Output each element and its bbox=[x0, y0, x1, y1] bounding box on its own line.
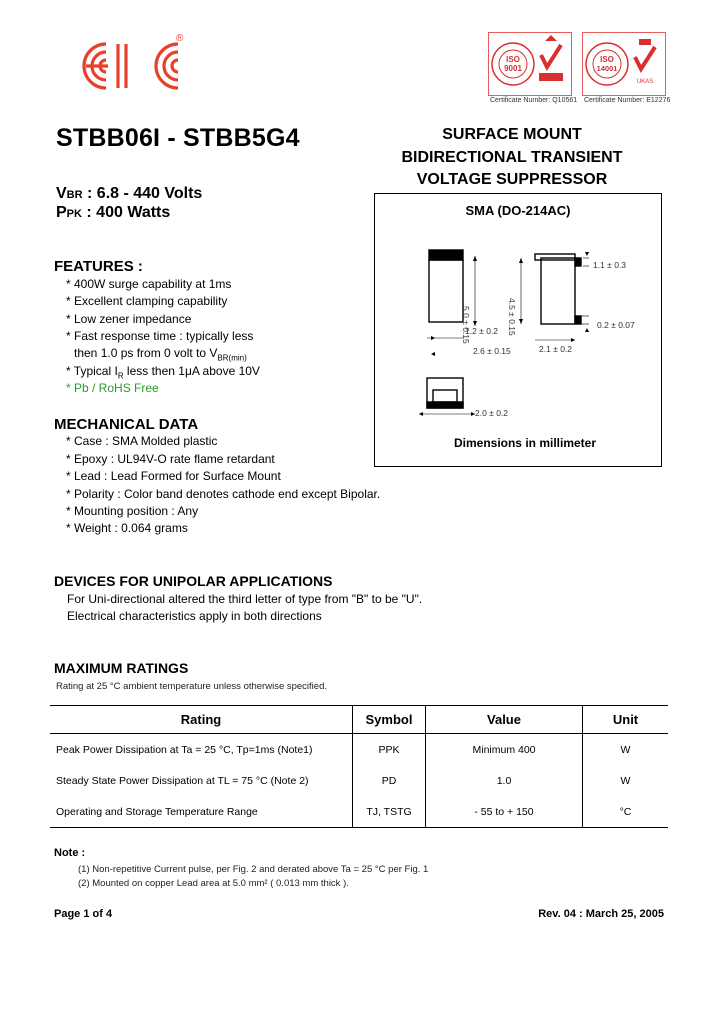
subtitle-line: BIDIRECTIONAL TRANSIENT bbox=[401, 148, 623, 166]
unipolar-heading: DEVICES FOR UNIPOLAR APPLICATIONS bbox=[54, 573, 333, 589]
package-dimension-box bbox=[374, 193, 662, 467]
dim-label: 0.2 ± 0.07 bbox=[597, 320, 635, 330]
unipolar-line: For Uni-directional altered the third letter of type from "B" to be "U". bbox=[67, 592, 423, 606]
rohs-item: * Pb / RoHS Free bbox=[66, 381, 159, 395]
package-title: SMA (DO-214AC) bbox=[465, 203, 571, 218]
ppk-value: : 400 Watts bbox=[86, 204, 171, 221]
feature-item: * Excellent clamping capability bbox=[66, 294, 228, 308]
symbol-cell: TJ, TSTG bbox=[353, 796, 426, 828]
unipolar-line: Electrical characteristics apply in both directions bbox=[67, 609, 322, 623]
unit-cell: W bbox=[620, 743, 631, 756]
value-cell: - 55 to + 150 bbox=[426, 796, 583, 828]
dim-label: 5.0 ± 0.15 bbox=[461, 306, 471, 344]
svg-text:UKAS: UKAS bbox=[636, 79, 654, 85]
feature-item: * Fast response time : typically less bbox=[66, 329, 254, 343]
feature-text: * Typical I bbox=[66, 364, 118, 378]
note-item: (2) Mounted on copper Lead area at 5.0 mm² ( 0.013 mm thick ). bbox=[78, 878, 349, 889]
dim-label: 1.1 ± 0.3 bbox=[593, 260, 627, 270]
feature-item: * Low zener impedance bbox=[66, 312, 192, 326]
mechanical-item: * Mounting position : Any bbox=[66, 504, 199, 518]
package-drawing bbox=[375, 194, 661, 466]
mechanical-item: * Polarity : Color band denotes cathode end except Bipolar. bbox=[66, 487, 381, 501]
unit-cell: W bbox=[620, 774, 631, 787]
eic-logo bbox=[66, 38, 184, 94]
table-header-row bbox=[50, 706, 668, 734]
value-cell: Minimum 400 bbox=[426, 734, 583, 766]
device-description bbox=[372, 124, 652, 192]
feature-text: then 1.0 ps from 0 volt to V bbox=[74, 346, 218, 360]
mechanical-item: * Case : SMA Molded plastic bbox=[66, 434, 218, 448]
mechanical-heading: MECHANICAL DATA bbox=[54, 416, 199, 433]
svg-text:14001: 14001 bbox=[596, 64, 618, 73]
mechanical-item: * Epoxy : UL94V-O rate flame retardant bbox=[66, 452, 275, 466]
registered-mark: ® bbox=[176, 33, 184, 44]
note-item: (1) Non-repetitive Current pulse, per Fig. 2 and derated above Ta = 25 °C per Fig. 1 bbox=[78, 864, 429, 875]
value-cell: 1.0 bbox=[426, 765, 583, 796]
ppk-subscript: PK bbox=[66, 208, 82, 220]
subscript: BR(min) bbox=[217, 353, 247, 363]
ppk-symbol: P bbox=[56, 204, 67, 221]
table-row bbox=[50, 796, 668, 828]
feature-text-rest: less then 1μA above 10V bbox=[123, 364, 260, 378]
dimension-caption: Dimensions in millimeter bbox=[453, 436, 597, 450]
feature-item bbox=[66, 364, 260, 380]
iso-9001-seal bbox=[488, 32, 572, 96]
svg-text:9001: 9001 bbox=[504, 64, 522, 73]
iso-14001-seal bbox=[582, 32, 666, 96]
mechanical-item: * Lead : Lead Formed for Surface Mount bbox=[66, 469, 281, 483]
mechanical-item: * Weight : 0.064 grams bbox=[66, 521, 188, 535]
ratings-table bbox=[50, 705, 668, 828]
col-header-rating: Rating bbox=[50, 706, 353, 734]
symbol-cell: PPK bbox=[353, 734, 426, 766]
vbr-subscript: BR bbox=[66, 189, 83, 201]
vbr-value: : 6.8 - 440 Volts bbox=[87, 185, 203, 202]
symbol-cell: PD bbox=[353, 765, 426, 796]
notes-heading: Note : bbox=[54, 847, 86, 859]
ratings-heading: MAXIMUM RATINGS bbox=[54, 660, 189, 676]
features-heading: FEATURES : bbox=[54, 258, 143, 275]
vbr-symbol: V bbox=[56, 185, 67, 202]
cert-caption-9001: Certificate Number: Q10561 bbox=[490, 97, 578, 104]
col-header-unit: Unit bbox=[583, 706, 669, 734]
dim-label: 2.0 ± 0.2 bbox=[475, 408, 509, 418]
vbr-spec bbox=[56, 185, 202, 203]
revision-date: Rev. 04 : March 25, 2005 bbox=[538, 908, 664, 920]
unit-cell: °C bbox=[583, 796, 669, 828]
feature-item-cont bbox=[74, 346, 247, 362]
dim-label: 2.6 ± 0.15 bbox=[473, 346, 511, 356]
subscript: R bbox=[117, 371, 124, 381]
page-number: Page 1 of 4 bbox=[54, 908, 113, 920]
rating-cell: Steady State Power Dissipation at TL = 75 °C (Note 2) bbox=[50, 765, 353, 796]
ratings-subnote: Rating at 25 °C ambient temperature unless otherwise specified. bbox=[56, 681, 327, 692]
dim-label: 1.2 ± 0.2 bbox=[465, 326, 499, 336]
table-row bbox=[50, 734, 668, 766]
feature-item: * 400W surge capability at 1ms bbox=[66, 277, 232, 291]
rating-cell: Peak Power Dissipation at Ta = 25 °C, Tp=1ms (Note1) bbox=[50, 734, 353, 766]
col-header-symbol: Symbol bbox=[353, 706, 426, 734]
subtitle-line: VOLTAGE SUPPRESSOR bbox=[416, 171, 608, 188]
table-row bbox=[50, 765, 668, 796]
svg-text:ISO: ISO bbox=[506, 55, 520, 64]
dim-label: 4.5 ± 0.15 bbox=[507, 298, 517, 336]
rating-cell: Operating and Storage Temperature Range bbox=[50, 796, 353, 828]
svg-text:ISO: ISO bbox=[600, 55, 614, 64]
cert-caption-14001: Certificate Number: E12276 bbox=[584, 97, 671, 104]
col-header-value: Value bbox=[426, 706, 583, 734]
ppk-spec bbox=[56, 204, 170, 222]
part-number-title: STBB06I - STBB5G4 bbox=[56, 124, 300, 152]
subtitle-line: SURFACE MOUNT bbox=[442, 126, 582, 143]
dim-label: 2.1 ± 0.2 bbox=[539, 344, 573, 354]
